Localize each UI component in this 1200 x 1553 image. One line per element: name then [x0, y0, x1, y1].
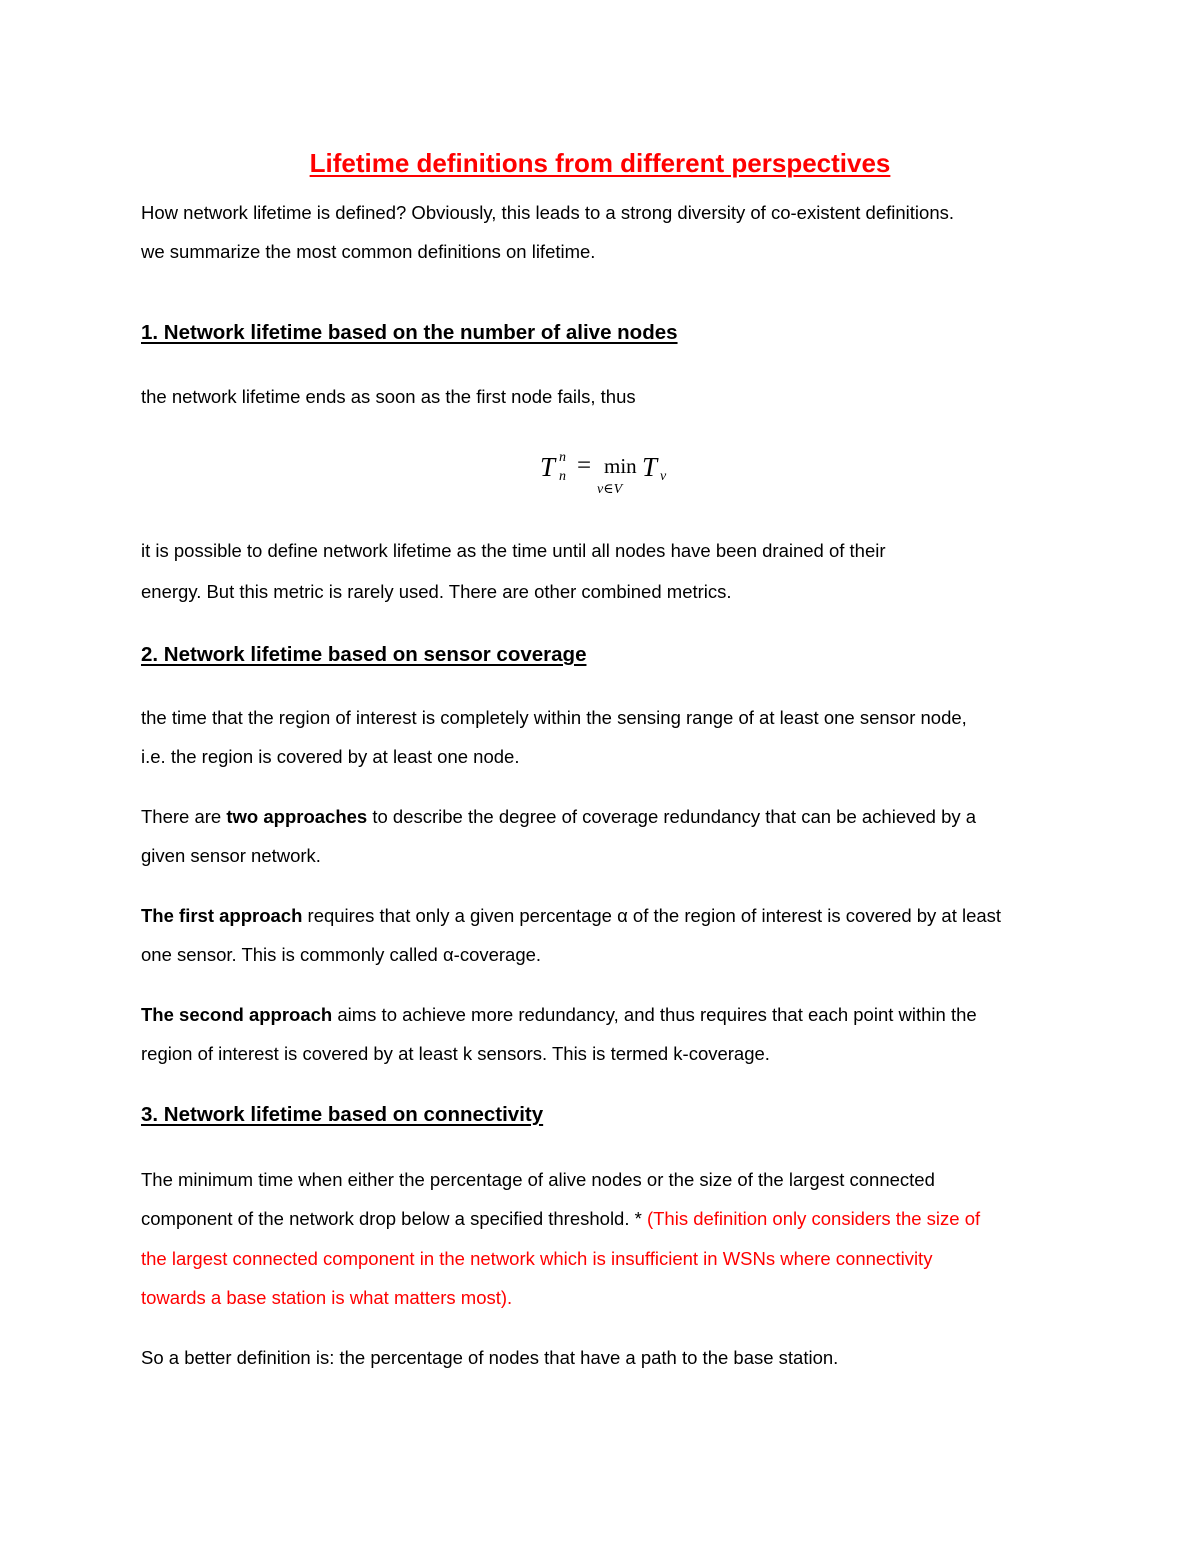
formula-rhs: T [642, 452, 658, 482]
section-2-p2-line-2: given sensor network. [141, 845, 321, 866]
section-2-p3-line-2: one sensor. This is commonly called α-coverage. [141, 944, 542, 965]
text-span: There are [141, 806, 227, 827]
lifetime-formula [540, 448, 680, 504]
section-3-p1-line-3: the largest connected component in the network which is insufficient in WSNs where connectivity [141, 1248, 933, 1269]
section-3-p1-line-1: The minimum time when either the percentage of alive nodes or the size of the largest connected [141, 1169, 935, 1190]
section-2-heading: 2. Network lifetime based on sensor coverage [141, 643, 587, 666]
formula-rhs-subscript: v [660, 469, 667, 484]
formula-min-index: v∈V [597, 482, 623, 497]
text-span: component of the network drop below a specified threshold. * [141, 1208, 647, 1229]
red-note: (This definition only considers the size of [646, 1208, 981, 1229]
formula-lhs-subscript: n [559, 469, 566, 484]
formula-lhs: T [540, 452, 556, 482]
text-span: aims to achieve more redundancy, and thus requires that each point within the [332, 1004, 977, 1025]
page-title: Lifetime definitions from different perspectives [309, 148, 891, 178]
intro-line-1: How network lifetime is defined? Obviously, this leads to a strong diversity of co-existent definitions. [141, 202, 955, 223]
section-2-p1-line-1: the time that the region of interest is completely within the sensing range of at least one sensor node, [141, 707, 967, 728]
section-1-para-line-1: it is possible to define network lifetime as the time until all nodes have been drained of their [141, 540, 886, 561]
formula-lhs-superscript: n [559, 450, 566, 465]
section-2-p2-line-1 [141, 805, 976, 829]
section-3-p1-line-2 [141, 1207, 980, 1231]
section-3-heading: 3. Network lifetime based on connectivity [141, 1103, 544, 1126]
bold-phrase: The second approach [141, 1004, 333, 1025]
section-1-line-1: the network lifetime ends as soon as the first node fails, thus [141, 386, 636, 407]
section-1-para-line-2: energy. But this metric is rarely used. There are other combined metrics. [141, 581, 732, 602]
text-span: requires that only a given percentage α of the region of interest is covered by at least [302, 905, 1002, 926]
formula-min: min [604, 454, 637, 478]
bold-phrase: The first approach [141, 905, 303, 926]
text-span: to describe the degree of coverage redundancy that can be achieved by a [367, 806, 977, 827]
section-2-p3-line-1 [141, 904, 1001, 928]
section-2-p4-line-1 [141, 1003, 977, 1027]
section-3-p1-line-4: towards a base station is what matters most). [141, 1287, 513, 1308]
formula-equals: = [577, 452, 592, 479]
intro-line-2: we summarize the most common definitions on lifetime. [141, 241, 596, 262]
section-2-p4-line-2: region of interest is covered by at least k sensors. This is termed k-coverage. [141, 1043, 770, 1064]
bold-phrase: two approaches [226, 806, 368, 827]
section-3-p2: So a better definition is: the percentage of nodes that have a path to the base station. [141, 1347, 839, 1368]
section-1-heading: 1. Network lifetime based on the number of alive nodes [141, 321, 678, 344]
section-2-p1-line-2: i.e. the region is covered by at least one node. [141, 746, 520, 767]
